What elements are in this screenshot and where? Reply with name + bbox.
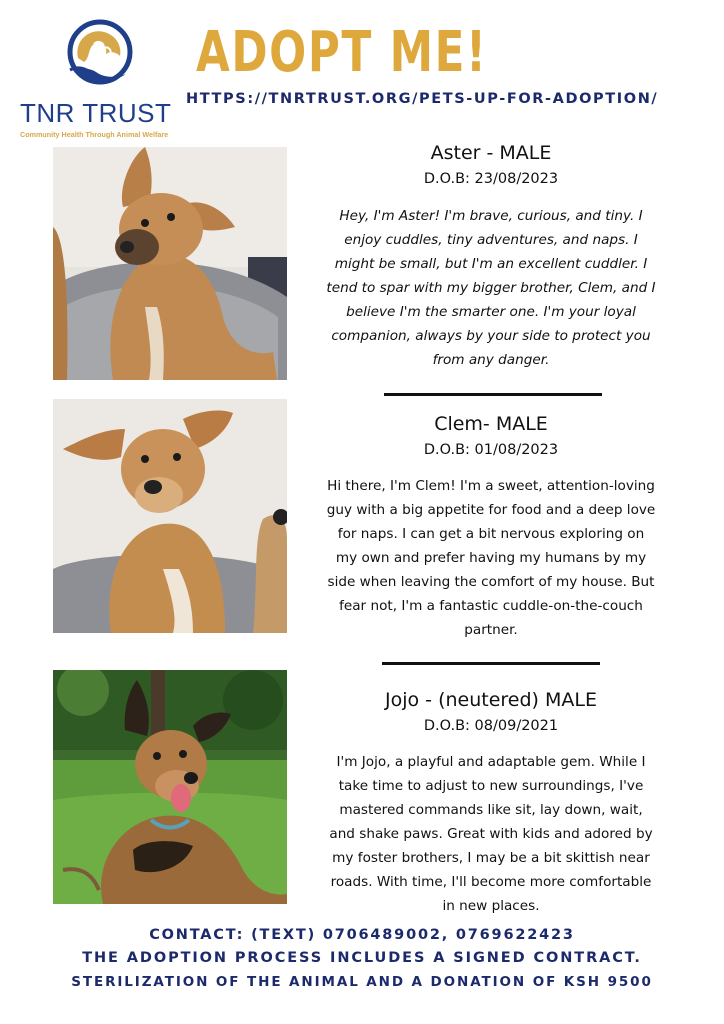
pet-name: Aster - MALE	[430, 142, 552, 164]
pet-dob: D.O.B: 01/08/2023	[423, 442, 559, 458]
contact-info: CONTACT: (TEXT) 0706489002, 0769622423	[149, 927, 575, 943]
adoption-url-link[interactable]: HTTPS://TNRTRUST.ORG/PETS-UP-FOR-ADOPTION/	[186, 91, 659, 107]
puppy-aster-photo	[53, 147, 287, 380]
pet-name: Clem- MALE	[434, 413, 548, 435]
divider	[382, 662, 600, 665]
logo-name: TNR TRUST	[20, 98, 172, 128]
adoption-process-note: THE ADOPTION PROCESS INCLUDES A SIGNED CONTRACT.	[82, 950, 642, 966]
pet-card-aster	[326, 141, 656, 372]
pet-dob: D.O.B: 23/08/2023	[423, 171, 559, 187]
pet-description: Hi there, I'm Clem! I'm a sweet, attention-loving guy with a big appetite for food and a deep love for naps. I can get a bit nervous exploring on my own and prefer having my humans by my side when leaving the comfort of my house. But fear not, I'm a fantastic cuddle-on-the-couch partner.	[326, 478, 656, 638]
pet-name: Jojo - (neutered) MALE	[385, 689, 597, 711]
pet-description: Hey, I'm Aster! I'm brave, curious, and tiny. I enjoy cuddles, tiny adventures, and naps. I might be small, but I'm an excellent cuddler. I tend to spar with my bigger brother, Clem, and I believe I'm the smarter one. I'm your loyal companion, always by your side to protect you from any danger.	[326, 208, 656, 368]
page-title: ADOPT ME!	[196, 20, 488, 85]
puppy-clem-photo	[53, 399, 287, 633]
logo-emblem-icon	[64, 18, 136, 90]
pet-card-clem	[326, 412, 656, 642]
pet-description: I'm Jojo, a playful and adaptable gem. While I take time to adjust to new surroundings, I've mastered commands like sit, lay down, wait, and shake paws. Great with kids and adored by my foster brothers, I may be a bit skittish near roads. With time, I'll become more comfortable in new places.	[329, 754, 653, 914]
sterilization-donation-note: STERILIZATION OF THE ANIMAL AND A DONATION OF KSH 9500	[71, 974, 653, 990]
dog-jojo-photo	[53, 670, 287, 904]
divider	[384, 393, 602, 396]
pet-dob: D.O.B: 08/09/2021	[423, 718, 559, 734]
pet-card-jojo	[326, 688, 656, 918]
tnr-trust-logo	[20, 18, 180, 143]
logo-tagline: Community Health Through Animal Welfare	[20, 130, 169, 139]
